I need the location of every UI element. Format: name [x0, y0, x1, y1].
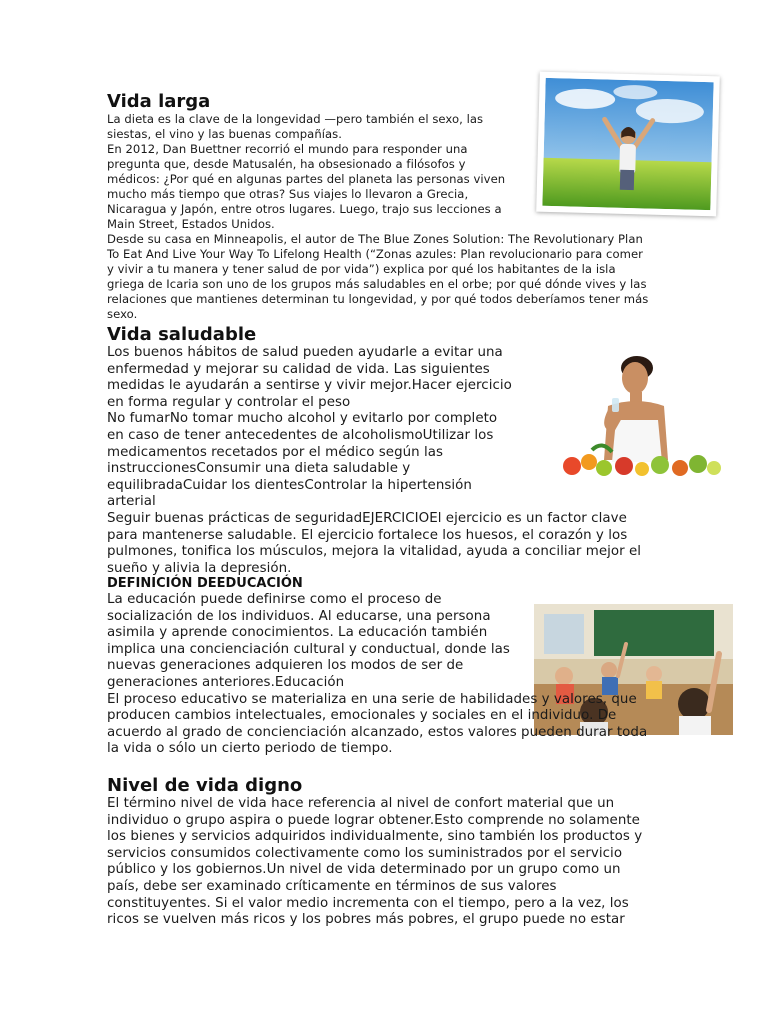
- paragraph: La educación puede definirse como el proceso de socialización de los individuos. Al educarse, una persona asimila y aprende conocimientos. La educación también implica una concienciación cultural y conductual, donde las nuevas generaciones adquieren los modos de ser de generaciones anteriores.Educación: [107, 592, 510, 690]
- paragraph: No fumarNo tomar mucho alcohol y evitarlo por completo en caso de tener antecedentes de alcoholismoUtilizar los medicamentos recetados por el médico según las instruccionesConsumir una dieta saludable y equilibradaCuidar los dientesControlar la hipertensión arterial: [107, 411, 498, 510]
- section-title: Vida larga: [107, 91, 211, 112]
- section-educacion: [107, 576, 652, 758]
- paragraph: Seguir buenas prácticas de seguridadEJERCICIOEl ejercicio es un factor clave para mantenerse saludable. El ejercicio fortalece los huesos, el corazón y los pulmones, tonifica los músculos, mejora la vitalidad, ayuda a conciliar mejor el sueño y alivia la depresión.: [107, 510, 642, 576]
- section-nivel-vida: [107, 776, 652, 929]
- section-vida-saludable: [107, 325, 652, 577]
- paragraph: El término nivel de vida hace referencia al nivel de confort material que un individuo o grupo aspira o puede lograr obtener.Esto comprende no solamente los bienes y servicios adquiridos individualmente, sino también los productos y servicios consumidos colectivamente como los suministrados por el servicio público y los gobiernos.Un nivel de vida determinado por un grupo como un país, debe ser examinado críticamente en términos de sus valores constituyentes. Si el valor medio incrementa con el tiempo, pero a la vez, los ricos se vuelven más ricos y los pobres más pobres, el grupo puede no estar: [107, 796, 643, 928]
- section-title: Nivel de vida digno: [107, 775, 303, 796]
- paragraph: El proceso educativo se materializa en una serie de habilidades y valores, que producen cambios intelectuales, emocionales y sociales en el individuo. De acuerdo al grado de concienciación alcanzado, estos valores pueden durar toda la vida o sólo un cierto periodo de tiempo.: [107, 691, 648, 757]
- paragraph: La dieta es la clave de la longevidad —pero también el sexo, las siestas, el vino y las buenas compañías.: [107, 112, 484, 141]
- paragraph: Desde su casa en Minneapolis, el autor de The Blue Zones Solution: The Revolutionary Plan To Eat And Live Your Way To Lifelong Health (“Zonas azules: Plan revolucionario para comer y vivir a tu manera y tener salud de por vida”) explica por qué los habitantes de la isla griega de Icaria son uno de los grupos más saludables en el orbe; por qué dónde vives y las relaciones que mantienes determinan tu longevidad, y por qué todos deberíamos tener más sexo.: [107, 232, 649, 321]
- paragraph: En 2012, Dan Buettner recorrió el mundo para responder una pregunta que, desde Matusalén, ha obsesionado a filósofos y médicos: ¿Por qué en algunas partes del planeta las personas viven mucho más tiempo que otras? Sus viajes lo llevaron a Grecia, Nicaragua y Japón, entre otros lugares. Luego, trajo sus lecciones a Main Street, Estados Unidos.: [107, 142, 506, 231]
- paragraph: Los buenos hábitos de salud pueden ayudarle a evitar una enfermedad y mejorar su calidad de vida. Las siguientes medidas le ayudarán a sentirse y vivir mejor.Hacer ejercicio en forma regular y controlar el peso: [107, 345, 512, 410]
- section-title: Vida saludable: [107, 324, 257, 345]
- section-vida-larga: [107, 92, 652, 322]
- section-title: DEFINICIÓN DEEDUCACIÓN: [107, 576, 303, 591]
